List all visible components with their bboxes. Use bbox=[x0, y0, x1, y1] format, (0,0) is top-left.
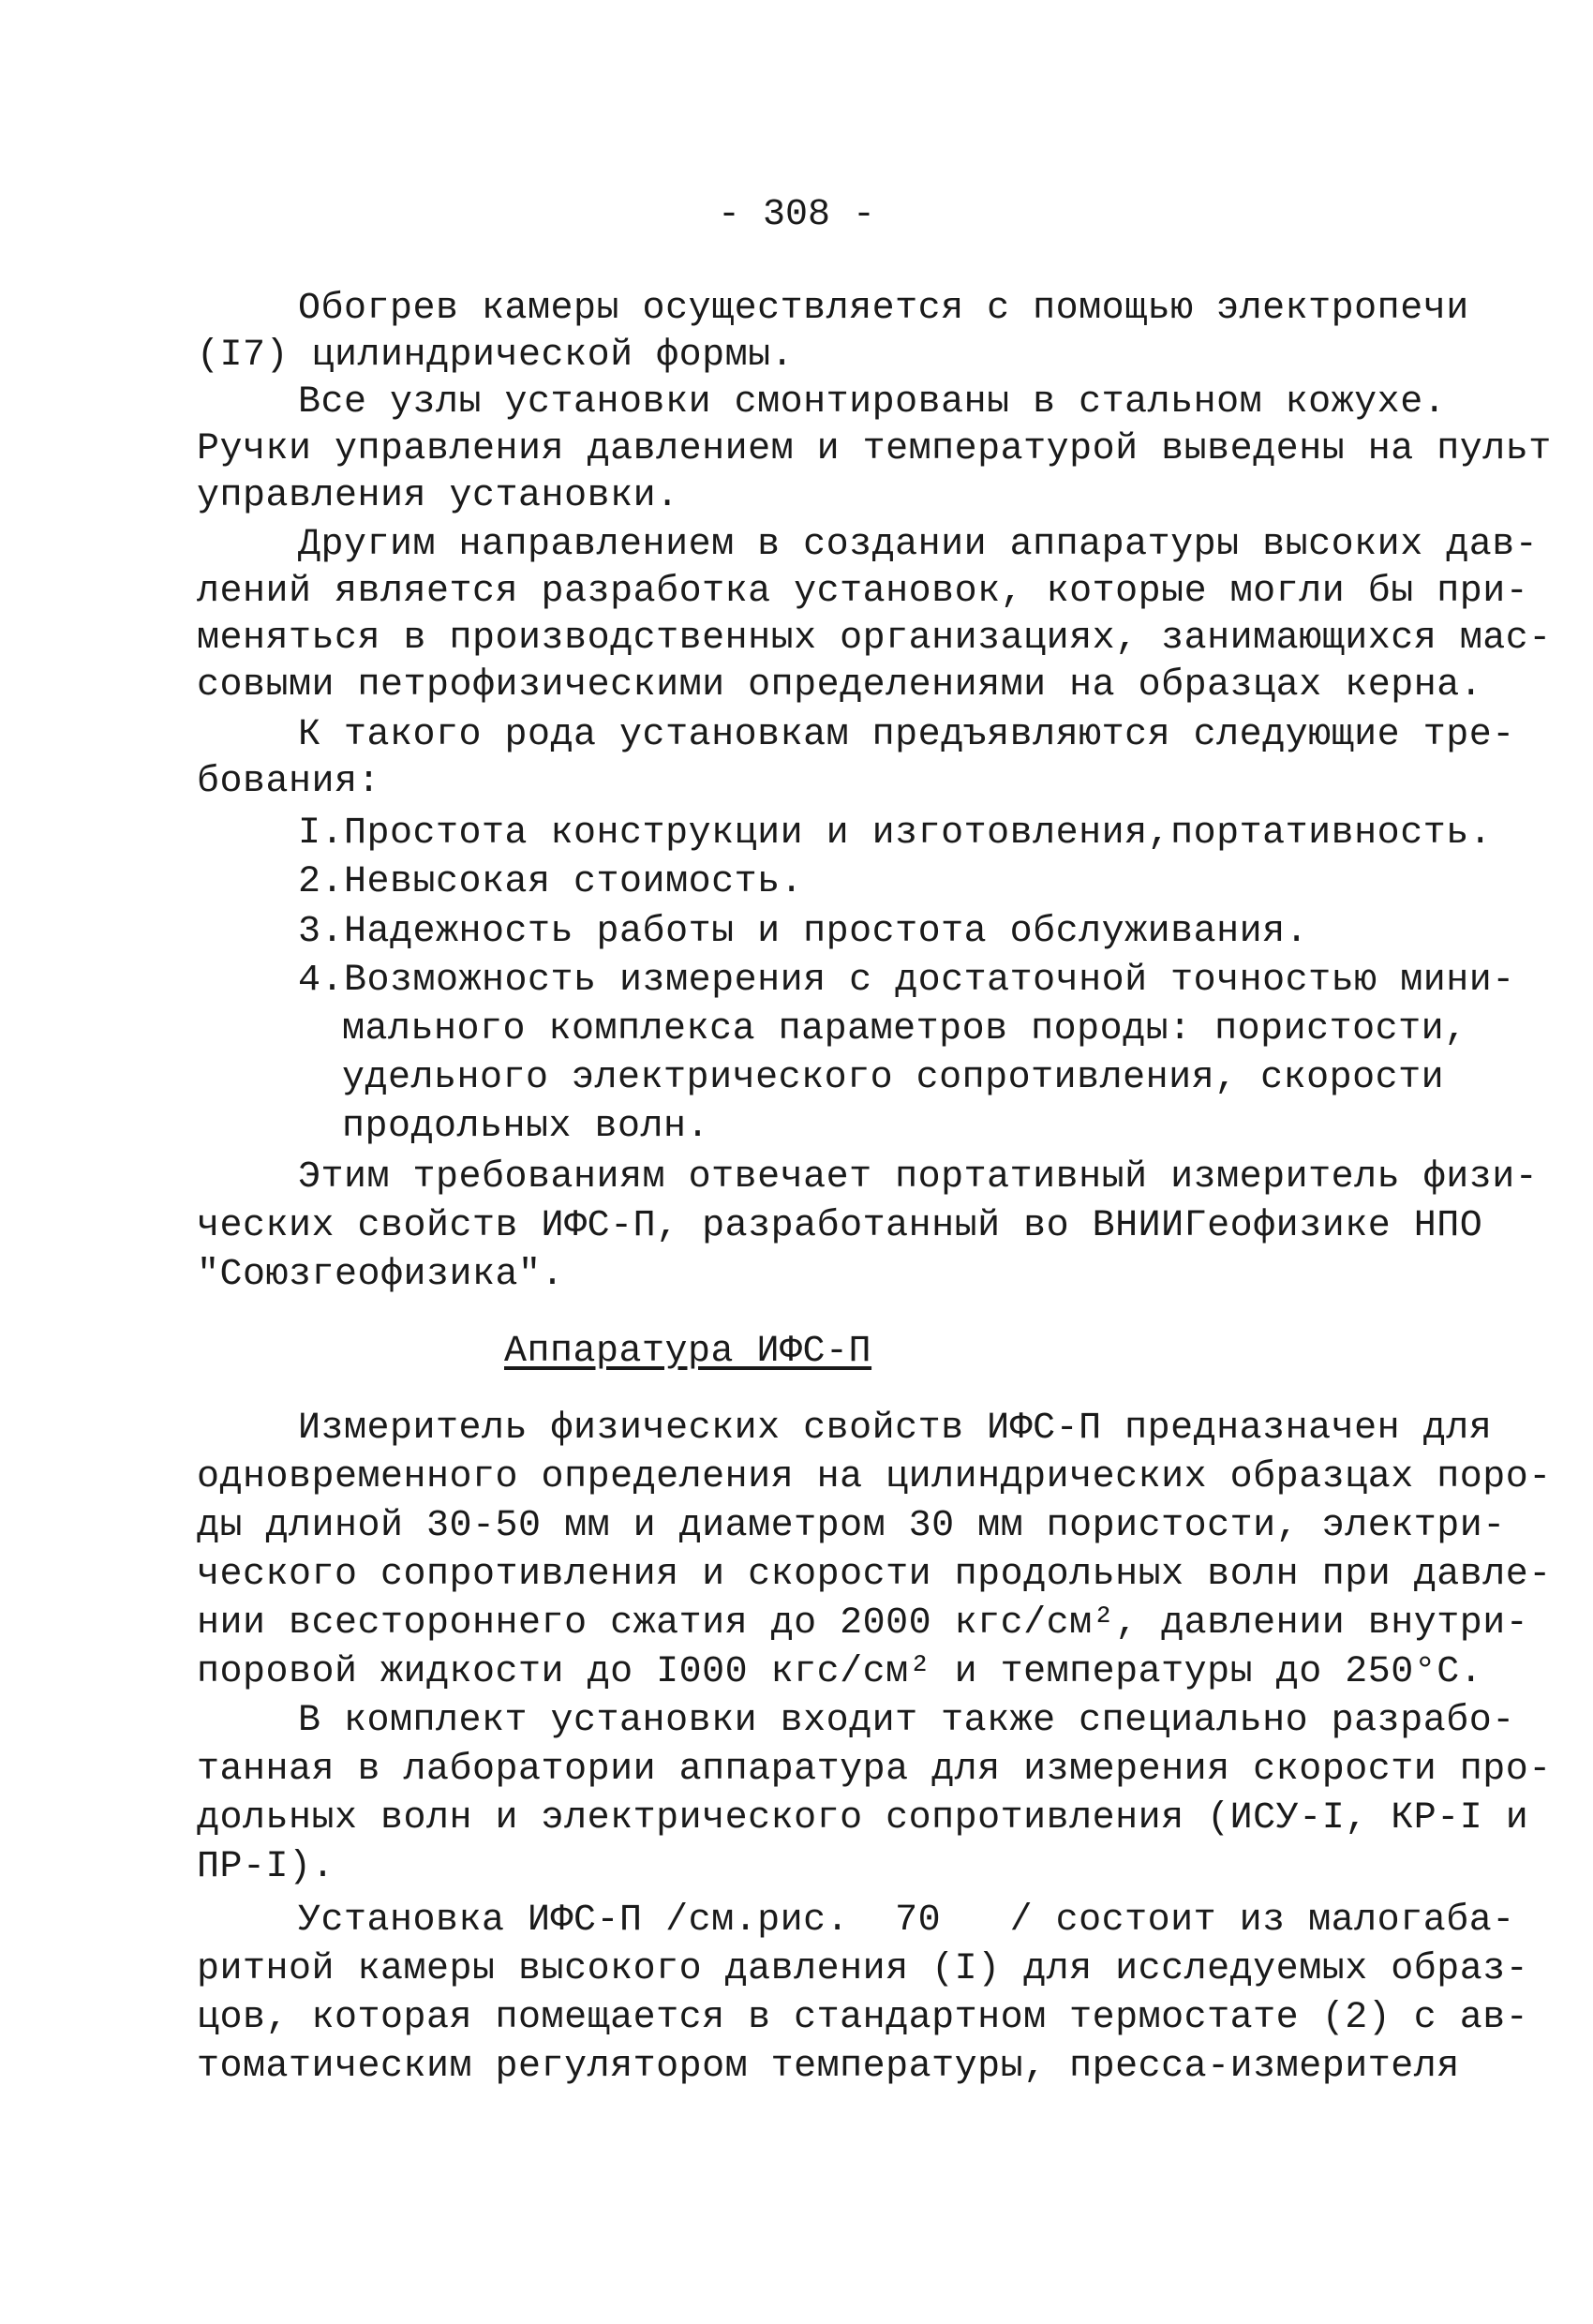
paragraph-6-line-2: одновременного определения на цилиндрических образцах поро- bbox=[197, 1456, 1552, 1498]
paragraph-8-line-4: томатическим регулятором температуры, пресса-измерителя bbox=[197, 2046, 1460, 2088]
paragraph-2-line-3: управления установки. bbox=[197, 475, 679, 517]
page-number: - 308 - bbox=[717, 194, 876, 236]
paragraph-6-line-6: поровой жидкости до I000 кгс/см² и температуры до 250°С. bbox=[197, 1651, 1483, 1693]
paragraph-2-line-1: Все узлы установки смонтированы в стальном кожухе. bbox=[298, 381, 1447, 424]
paragraph-3-line-1: Другим направлением в создании аппаратуры высоких дав- bbox=[298, 524, 1539, 566]
section-heading: Аппаратура ИФС-П bbox=[504, 1331, 872, 1373]
paragraph-8-line-3: цов, которая помещается в стандартном термостате (2) с ав- bbox=[197, 1997, 1529, 2039]
paragraph-3-line-4: совыми петрофизическими определениями на образцах керна. bbox=[197, 664, 1483, 707]
paragraph-8-line-1: Установка ИФС-П /см.рис. 70 / состоит из малогаба- bbox=[298, 1899, 1515, 1942]
requirement-3: 3.Надежность работы и простота обслуживания. bbox=[298, 911, 1309, 953]
paragraph-6-line-5: нии всестороннего сжатия до 2000 кгс/см², давлении внутри- bbox=[197, 1602, 1529, 1645]
requirement-4-line-2: мального комплекса параметров породы: пористости, bbox=[342, 1008, 1467, 1050]
paragraph-7-line-3: дольных волн и электрического сопротивления (ИСУ-I, КР-I и bbox=[197, 1797, 1529, 1840]
paragraph-4-line-2: бования: bbox=[197, 761, 381, 803]
paragraph-6-line-1: Измеритель физических свойств ИФС-П предназначен для bbox=[298, 1408, 1493, 1450]
paragraph-7-line-4: ПР-I). bbox=[197, 1846, 335, 1888]
paragraph-2-line-2: Ручки управления давлением и температурой выведены на пульт bbox=[197, 428, 1552, 470]
requirement-2: 2.Невысокая стоимость. bbox=[298, 861, 804, 903]
requirement-4-line-4: продольных волн. bbox=[342, 1106, 710, 1148]
paragraph-3-line-3: меняться в производственных организациях, занимающихся мас- bbox=[197, 618, 1552, 660]
paragraph-6-line-4: ческого сопротивления и скорости продольных волн при давле- bbox=[197, 1554, 1552, 1596]
paragraph-5-line-1: Этим требованиям отвечает портативный измеритель физи- bbox=[298, 1156, 1539, 1199]
requirement-4-line-3: удельного электрического сопротивления, скорости bbox=[342, 1057, 1445, 1099]
paragraph-6-line-3: ды длиной 30-50 мм и диаметром 30 мм пористости, электри- bbox=[197, 1505, 1506, 1547]
paragraph-8-line-2: ритной камеры высокого давления (I) для исследуемых образ- bbox=[197, 1948, 1529, 1990]
requirement-1: I.Простота конструкции и изготовления,портативность. bbox=[298, 812, 1493, 855]
paragraph-1-line-2: (I7) цилиндрической формы. bbox=[197, 335, 795, 377]
requirement-4-line-1: 4.Возможность измерения с достаточной точностью мини- bbox=[298, 960, 1515, 1002]
paragraph-7-line-1: В комплект установки входит также специально разрабо- bbox=[298, 1700, 1515, 1742]
paragraph-5-line-2: ческих свойств ИФС-П, разработанный во ВНИИГеофизике НПО bbox=[197, 1205, 1483, 1247]
paragraph-5-line-3: "Союзгеофизика". bbox=[197, 1254, 565, 1296]
paragraph-1-line-1: Обогрев камеры осуществляется с помощью электропечи bbox=[298, 288, 1469, 330]
paragraph-4-line-1: К такого рода установкам предъявляются следующие тре- bbox=[298, 714, 1515, 756]
paragraph-3-line-2: лений является разработка установок, которые могли бы при- bbox=[197, 571, 1529, 613]
paragraph-7-line-2: танная в лаборатории аппаратура для измерения скорости про- bbox=[197, 1749, 1552, 1791]
